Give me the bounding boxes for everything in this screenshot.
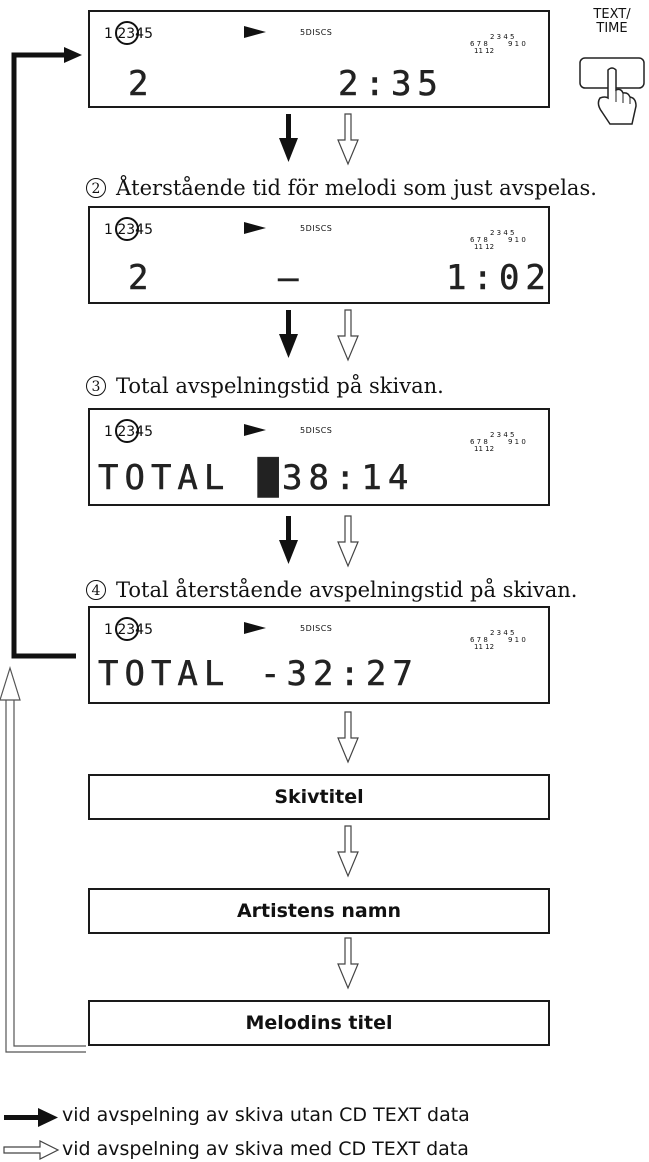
solid-down-arrow-1: [279, 114, 298, 162]
track-grid: 2 3 4 5 6 7 8 9 1 0 11 12: [470, 431, 526, 453]
lcd-display-3: [88, 408, 550, 506]
play-icon: [244, 222, 266, 234]
total-remaining-time: -32:27: [260, 654, 419, 694]
discs-label: 5DISCS: [300, 426, 333, 435]
legend-hollow-arrow: [4, 1141, 58, 1159]
lcd-display-4: [88, 606, 550, 704]
text-time-button[interactable]: [584, 8, 640, 36]
hollow-return-inner: [14, 690, 86, 1046]
play-icon: [244, 26, 266, 38]
hollow-down-arrow-5: [338, 826, 358, 876]
disc-title-label: Skivtitel: [274, 786, 364, 808]
lcd-display-1: [88, 10, 550, 108]
step-number-2: 2: [86, 178, 106, 198]
remaining-time: 1:02: [446, 258, 552, 298]
disc-numbers: 1 2345: [104, 222, 153, 238]
hollow-down-arrow-4: [338, 712, 358, 762]
step-number-3: 3: [86, 376, 106, 396]
cursor-block: █: [258, 458, 279, 498]
discs-label: 5DISCS: [300, 28, 333, 37]
discs-label: 5DISCS: [300, 224, 333, 233]
disc-numbers: 1 2345: [104, 622, 153, 638]
legend-hollow-text: vid avspelning av skiva med CD TEXT data: [62, 1138, 469, 1160]
loop-arrow: [14, 55, 76, 656]
total-label: TOTAL: [98, 458, 231, 498]
track-number: 2: [128, 64, 155, 104]
legend-solid-text: vid avspelning av skiva utan CD TEXT data: [62, 1104, 470, 1126]
artist-name-label: Artistens namn: [236, 900, 402, 922]
hollow-down-arrow-1: [338, 114, 358, 164]
hollow-return-head: [0, 668, 20, 700]
discs-label: 5DISCS: [300, 624, 333, 633]
disc-title-box: [88, 774, 550, 820]
caption-step-3: 3 Total avspelningstid på skivan.: [86, 374, 444, 398]
disc-numbers: 1 2345: [104, 424, 153, 440]
hollow-return-outer: [6, 690, 86, 1052]
solid-down-arrow-2: [279, 310, 298, 358]
song-title-label: Melodins titel: [245, 1012, 393, 1034]
caption-step-4: 4 Total återstående avspelningstid på skivan.: [86, 578, 577, 602]
track-grid: 2 3 4 5 6 7 8 9 1 0 11 12: [470, 629, 526, 651]
track-grid: 2 3 4 5 6 7 8 9 1 0 11 12: [470, 229, 526, 251]
track-number: 2: [128, 258, 155, 298]
hollow-down-arrow-6: [338, 938, 358, 988]
play-icon: [244, 424, 266, 436]
artist-name-box: [88, 888, 550, 934]
track-grid: 2 3 4 5 6 7 8 9 1 0 11 12: [470, 33, 526, 55]
legend-solid-arrow: [4, 1108, 58, 1127]
button-label-line1: TEXT/: [593, 7, 631, 22]
song-title-box: [88, 1000, 550, 1046]
play-icon: [244, 622, 266, 634]
hollow-down-arrow-3: [338, 516, 358, 566]
dash-indicator: –: [278, 258, 305, 298]
total-time: 38:14: [282, 458, 415, 498]
button-label-line2: TIME: [596, 21, 628, 36]
caption-step-2: 2 Återstående tid för melodi som just avspelas.: [86, 176, 597, 200]
elapsed-time: 2:35: [338, 64, 444, 104]
text-time-button-icon: [580, 58, 644, 124]
solid-down-arrow-3: [279, 516, 298, 564]
loop-arrowhead: [64, 47, 82, 63]
total-label: TOTAL: [98, 654, 231, 694]
hollow-down-arrow-2: [338, 310, 358, 360]
disc-numbers: 1 2345: [104, 26, 153, 42]
lcd-display-2: [88, 206, 550, 304]
step-number-4: 4: [86, 580, 106, 600]
